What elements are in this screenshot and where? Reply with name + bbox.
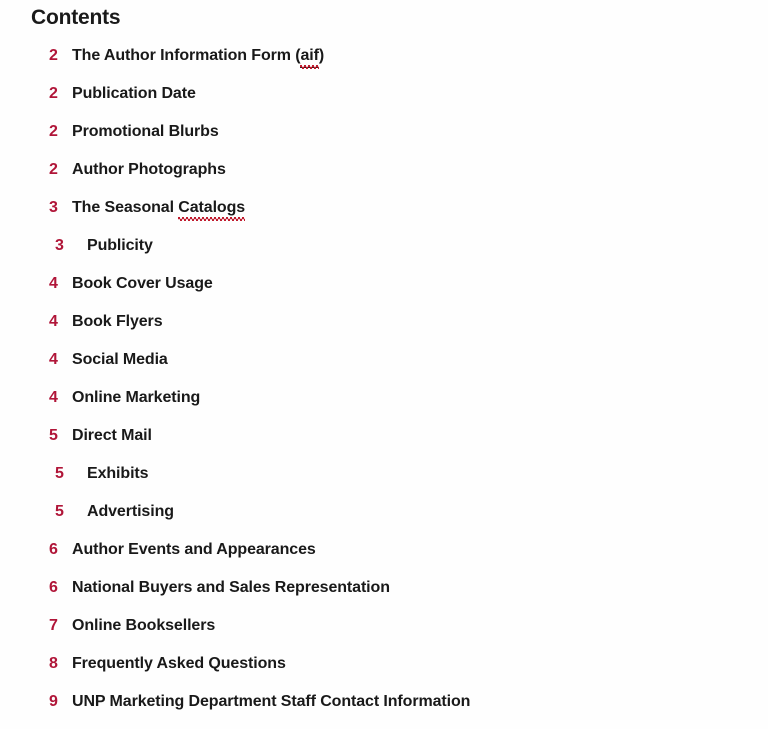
toc-page-number: 6 (49, 579, 58, 596)
toc-entry-title: Promotional Blurbs (72, 123, 219, 140)
toc-entry-title-text-after: ) (318, 47, 325, 64)
toc-page-number: 5 (55, 503, 64, 520)
toc-page-number: 4 (49, 275, 58, 292)
toc-entry[interactable] (0, 539, 768, 577)
toc-page-number: 5 (49, 427, 58, 444)
toc-entry[interactable] (0, 387, 768, 425)
toc-entry-title: Online Marketing (72, 389, 201, 406)
toc-page-number: 8 (49, 655, 58, 672)
toc-page-number: 4 (49, 313, 58, 330)
toc-page-number: 4 (49, 351, 58, 368)
toc-entry-title-text: The Author Information Form ( (72, 47, 301, 64)
toc-entry[interactable] (0, 273, 768, 311)
toc-entry-title: Frequently Asked Questions (72, 655, 286, 672)
toc-page-number: 7 (49, 617, 58, 634)
toc-entry[interactable] (0, 501, 768, 539)
table-of-contents-list (0, 45, 768, 729)
toc-entry[interactable] (0, 349, 768, 387)
toc-entry-title: Direct Mail (72, 427, 152, 444)
toc-entry-title-text: The Seasonal (72, 199, 179, 216)
toc-entry[interactable] (0, 311, 768, 349)
toc-page-number: 2 (49, 47, 58, 64)
toc-entry-title: Online Booksellers (72, 617, 216, 634)
toc-entry[interactable] (0, 615, 768, 653)
toc-entry-title: Advertising (87, 503, 174, 520)
toc-entry-title: Publication Date (72, 85, 196, 102)
toc-entry-title: Social Media (72, 351, 168, 368)
toc-entry-title: Author Photographs (72, 161, 226, 178)
toc-page-number: 4 (49, 389, 58, 406)
toc-entry-title: UNP Marketing Department Staff Contact Information (72, 693, 471, 710)
toc-entry[interactable] (0, 463, 768, 501)
toc-entry-title (72, 197, 245, 219)
toc-entry-title: Exhibits (87, 465, 149, 482)
spellcheck-flagged-word[interactable]: aif (300, 45, 318, 68)
toc-entry[interactable] (0, 425, 768, 463)
toc-page-number: 3 (49, 199, 58, 216)
toc-entry-title: Book Cover Usage (72, 275, 213, 292)
toc-page-number: 2 (49, 85, 58, 102)
toc-page-number: 3 (55, 237, 64, 254)
toc-page-number: 6 (49, 541, 58, 558)
toc-entry[interactable] (0, 577, 768, 615)
toc-entry-title: Publicity (87, 237, 153, 254)
spellcheck-flagged-word[interactable]: Catalogs (178, 197, 245, 219)
toc-entry[interactable] (0, 197, 768, 235)
toc-page-number: 9 (49, 693, 58, 710)
toc-page-number: 5 (55, 465, 64, 482)
toc-entry[interactable] (0, 121, 768, 159)
toc-entry-title: Author Events and Appearances (72, 541, 316, 558)
toc-entry[interactable] (0, 691, 768, 729)
toc-page-number: 2 (49, 123, 58, 140)
toc-entry[interactable] (0, 653, 768, 691)
toc-page-number: 2 (49, 161, 58, 178)
toc-entry-title: Book Flyers (72, 313, 163, 330)
toc-entry[interactable] (0, 45, 768, 83)
toc-entry[interactable] (0, 83, 768, 121)
toc-entry-title: National Buyers and Sales Representation (72, 579, 390, 596)
toc-entry-title (72, 45, 324, 68)
page-title: Contents (31, 6, 121, 29)
toc-entry[interactable] (0, 159, 768, 197)
toc-entry[interactable] (0, 235, 768, 273)
